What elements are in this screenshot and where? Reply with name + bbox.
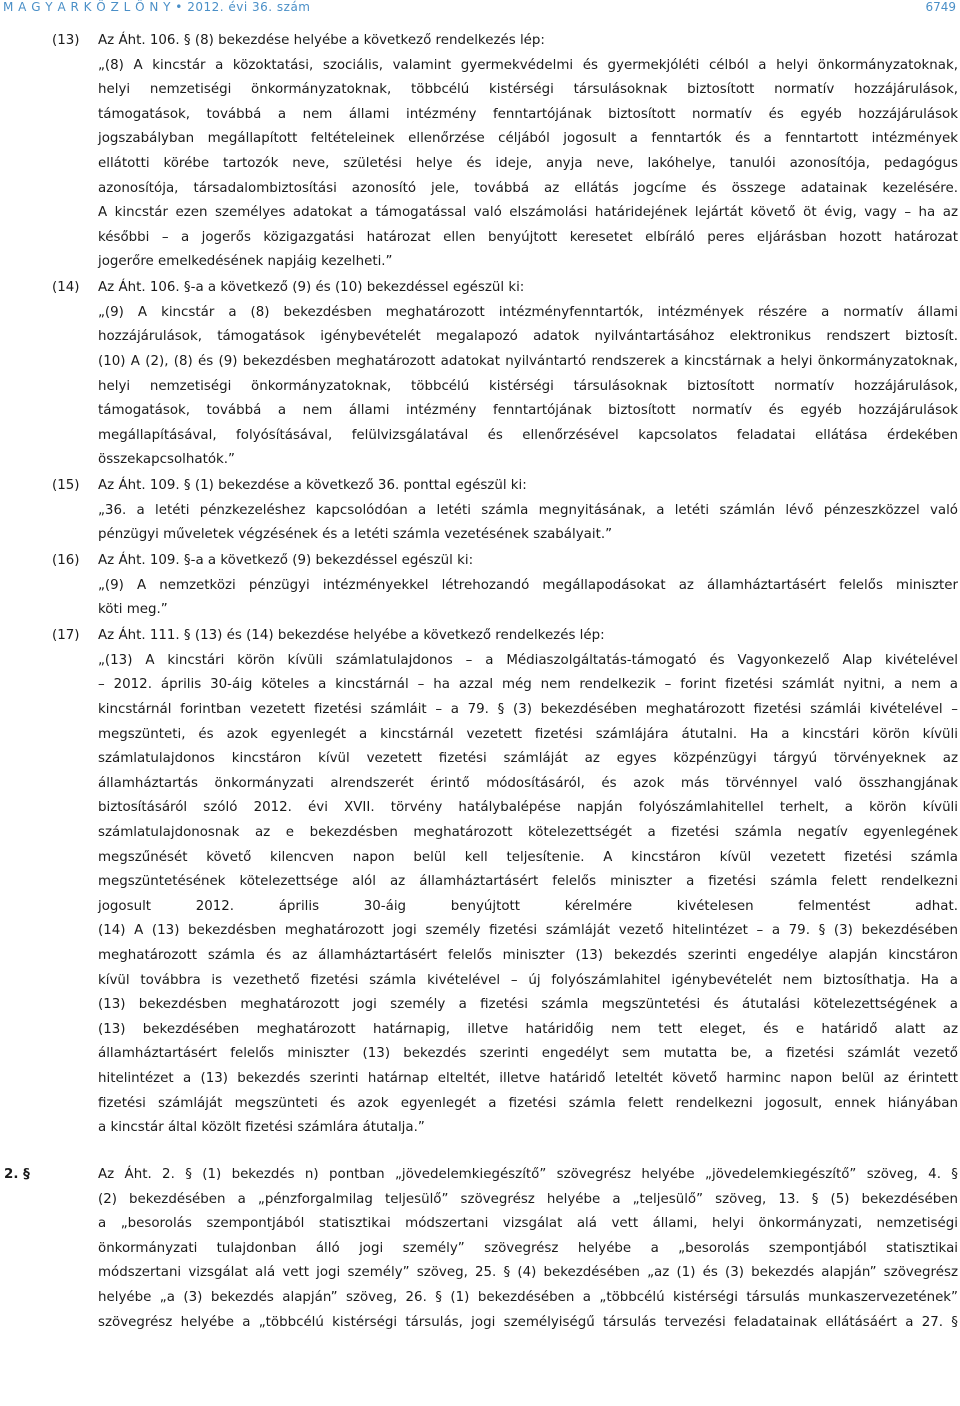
text-line: ellátotti körébe tartozók neve, születési helye és ideje, anyja neve, lakóhelye, tanulói azonosítója, pedagógus [98,156,958,171]
text-line: hitelintézet a (13) bekezdés szerinti határnap elteltét, illetve határidő leteltét követő harminc napon belül az érintett [98,1070,958,1086]
text-line: helyébe „a (3) bekezdés alapján” szöveg, 26. § (1) bekezdésében a „többcélú kistérségi társulás munkaszervezetének” [98,1290,958,1305]
text-line: Az Áht. 2. § (1) bekezdés n) pontban „jövedelemkiegészítő” szövegrész helyébe „jövedelemkiegészítő” szöveg, 4. § [98,1167,958,1182]
text-line: összekapcsolhatók.” [98,452,235,468]
text-line: „(13) A kincstári körön kívüli számlatulajdonos – a Médiaszolgáltatás-támogató és Vagyonkezelő Alap kivételével [98,652,958,668]
text-line: megszűnését követő kilencven napon belül kell teljesítenie. A kincstáron kívül vezetett fizetési számla [98,849,958,865]
text-line: kincstárnál forintban vezetett fizetési számláit – a 79. § (3) bekezdésében meghatározott fizetési számlái kivételével – [98,701,958,717]
text-line: (2) bekezdésében a „pénzforgalmilag teljesülő” szövegrész helyébe a „teljesülő” szöveg, 13. § (5) bekezdésében [98,1191,958,1207]
text-line: megállapításával, folyósításával, felülvizsgálatával és ellenőrzésével kapcsolatos feladatai ellátása érdekében [98,427,958,443]
text-line: államháztartás önkormányzati alrendszerét érintő módosításáról, és azok más törvénnyel való összhangjának [98,775,958,791]
text-line: azonosítója, társadalombiztosítási azonosító jele, továbbá az ellátás jogcíme és összege adatainak kezelésére. [98,180,958,196]
text-line: (13) bekezdésében meghatározott határnapig, illetve határidőig nem tett eleget, és e határidő alatt az [98,1021,958,1037]
text-line: Az Áht. 109. §-a a következő (9) bekezdéssel egészül ki: [98,553,474,569]
text-line: „36. a letéti pénzkezeléshez kapcsolódóan a letéti számla megnyitásának, a letéti számlán lévő pénzeszközzel való [98,502,958,518]
text-line: jogszabályban megállapított feltételeinek ellenőrzése céljából jogosult a fenntartók és a fenntartott intézmények [98,131,958,147]
text-line: önkormányzati tulajdonban álló jogi személy” szövegrész helyébe a „besorolás szempontjából statisztikai [98,1240,958,1256]
text-line: (10) A (2), (8) és (9) bekezdésben meghatározott adatokat nyilvántartó rendszerek a kincstárnak a helyi önkormányzatoknak, [98,353,958,369]
text-line: számlatulajdonosnak az e bekezdésben meghatározott kötelezettségét a fizetési számla negatív egyenlegének [98,824,958,840]
text-line: államháztartásért felelős miniszter (13) bekezdés szerinti engedélyt sem mutatta be, a fizetési számlát vezető [98,1046,958,1062]
text-line: későbbi – a jogerős közigazgatási határozat ellen benyújtott keresetet elbíráló peres eljárásban hozott határozat [98,229,958,245]
paragraph-number: (16) [52,553,80,569]
text-line: (13) bekezdésben meghatározott jogi személy a fizetési számla megszüntetési és átutalási kötelezettségének a [98,997,958,1013]
page-header [0,0,960,20]
paragraph-number: (13) [52,33,80,48]
text-line: Az Áht. 109. § (1) bekezdése a következő 36. ponttal egészül ki: [98,478,527,494]
section-label: 2. § [4,1167,30,1182]
text-line: kívül továbbra is vezethető fizetési számla kivételével – új folyószámlahitel igénybevételét nem biztosíthatja. Ha a [98,972,958,988]
text-line: jogerőre emelkedésének napjáig kezelheti.” [98,254,393,270]
paragraph-number: (17) [52,628,80,644]
publication-title: M A G Y A R K Ö Z L Ö N Y • 2012. évi 36. szám [3,0,311,14]
text-line: Az Áht. 111. § (13) és (14) bekezdése helyébe a következő rendelkezés lép: [98,628,605,644]
text-line: köti meg.” [98,602,168,618]
text-line: „(9) A nemzetközi pénzügyi intézményekkel létrehozandó megállapodásokat az államháztartásért felelős miniszter [98,577,958,593]
text-line: biztosításáról szóló 2012. évi XVII. törvény hatálybalépése napján folyószámlahitellel terhelt, a körön kívüli [98,800,958,816]
text-line: szövegrész helyébe a „többcélú kistérségi társulás, jogi személyiségű társulás tervezési feladatainak ellátásáért a 27. § [98,1314,958,1330]
paragraph-number: (15) [52,478,80,494]
text-line: (14) A (13) bekezdésben meghatározott jogi személy fizetési számláját vezető hitelintézet – a 79. § (3) bekezdésében [98,923,958,939]
text-line: Az Áht. 106. §-a a következő (9) és (10) bekezdéssel egészül ki: [98,280,525,296]
text-line: pénzügyi műveletek végzésének és a letéti számla vezetésének szabályait.” [98,527,613,543]
paragraph-number: (14) [52,280,80,296]
text-line: helyi nemzetiségi önkormányzatoknak, többcélú kistérségi társulásoknak biztosított normatív hozzájárulások, [98,378,958,394]
text-line: A kincstár ezen személyes adatokat a támogatással való elszámolási határidejének lejártát követő öt évig, vagy – ha az [98,205,958,221]
text-line: a „besorolás szempontjából statisztikai módszertani vizsgálat alá vett állami, helyi önkormányzati, nemzetiségi [98,1216,958,1232]
page-number: 6749 [925,0,956,14]
text-line: „(9) A kincstár a (8) bekezdésben meghatározott intézményfenntartók, intézmények részére a normatív állami [98,304,958,320]
text-line: – 2012. április 30-áig köteles a kincstárnál – ha azzal még nem rendelkezik – forint fizetési számlát nyitni, a nem a [98,677,958,693]
text-line: hozzájárulások, támogatások igénybevételét megalapozó adatok nyilvántartásához elektronikus rendszert biztosít. [98,329,958,345]
text-line: jogosult 2012. április 30-áig benyújtott kérelmére kivételesen felmentést adhat. [98,898,958,914]
text-line: támogatások, továbbá a nem állami intézmény fenntartójának biztosított normatív és egyéb hozzájárulások [98,403,958,419]
text-line: meghatározott számla és az államháztartásért felelős miniszter (13) bekezdés szerinti engedélye alapján kincstáron [98,947,958,963]
text-line: megszüntetésének kötelezettsége alól az államháztartásért felelős miniszter a fizetési számla felett rendelkezni [98,874,958,890]
text-line: módszertani vizsgálat alá vett jogi személy” szöveg, 25. § (4) bekezdésében „az (1) és (3) bekezdés alapján” szövegrész [98,1265,958,1281]
text-line: számlatulajdonos kincstáron kívül vezetett fizetési számláját az egyes közpénzügyi tárgyú törvényeknek az [98,751,958,767]
text-line: a kincstár által közölt fizetési számlára átutalja.” [98,1120,425,1136]
text-line: támogatások, továbbá a nem állami intézmény fenntartójának biztosított normatív és egyéb hozzájárulások [98,106,958,122]
text-line: fizetési számláját megszünteti és azok egyenlegét a fizetési számla felett rendelkezni jogosult, ennek hiányában [98,1095,958,1111]
text-line: megszünteti, és azok egyenlegét a kincstárnál vezetett fizetési számlájára átutalni. Ha a kincstári körön kívüli [98,726,958,742]
text-line: helyi nemzetiségi önkormányzatoknak, többcélú kistérségi társulásoknak biztosított normatív hozzájárulások, [98,82,958,98]
text-line: Az Áht. 106. § (8) bekezdése helyébe a következő rendelkezés lép: [98,33,545,48]
text-line: „(8) A kincstár a közoktatási, szociális, valamint gyermekvédelmi és gyermekjóléti célból a helyi önkormányzatoknak, [98,57,958,73]
